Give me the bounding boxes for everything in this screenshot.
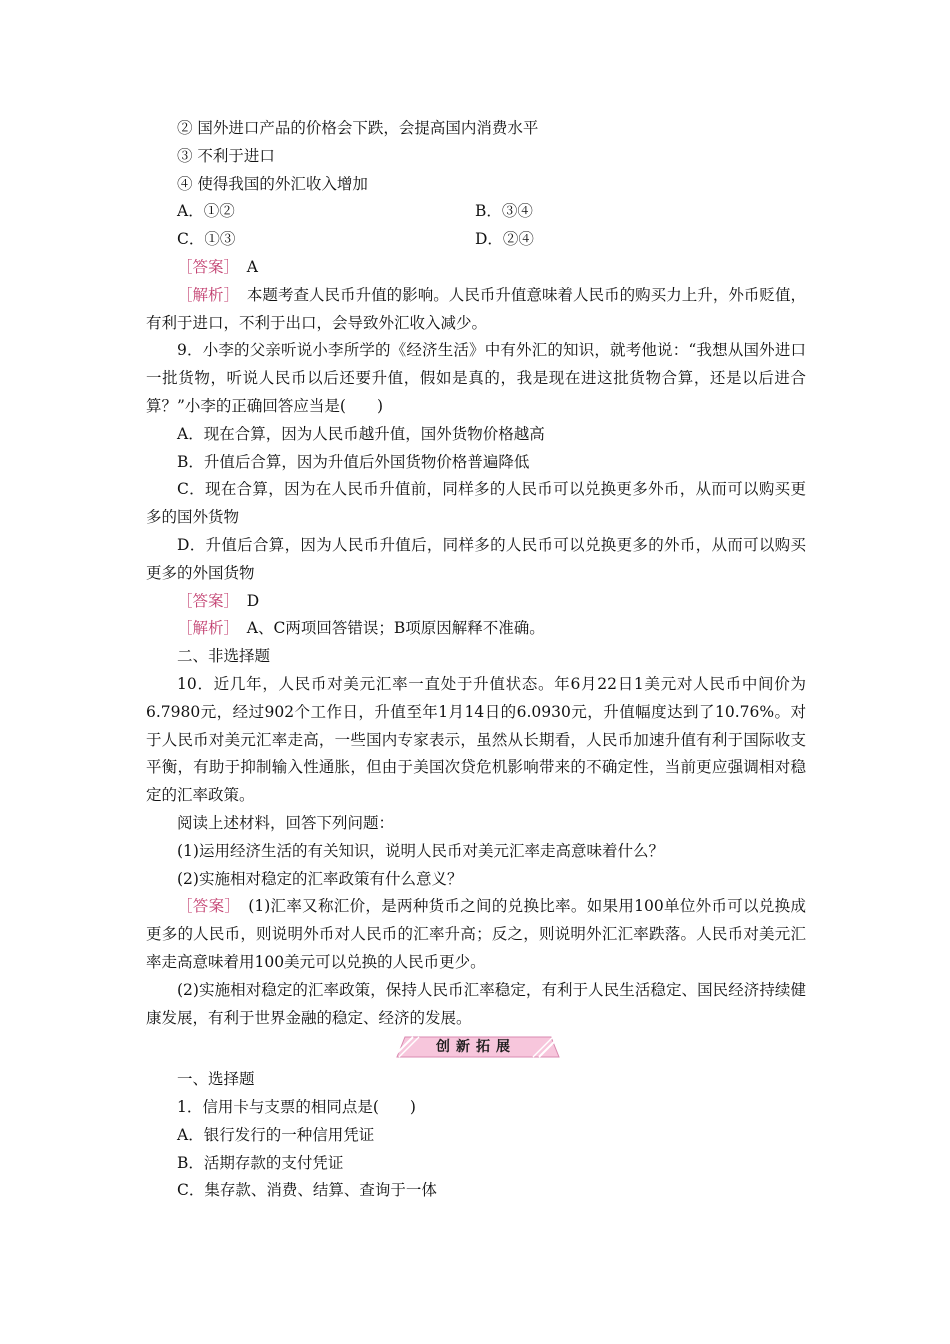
q8-option-c: C．①③	[177, 230, 236, 249]
answer-text: D	[231, 591, 260, 610]
q9-option-a: A．现在合算，因为人民币越升值，国外货物价格越高	[177, 424, 545, 443]
analysis-tag: ［解析］	[177, 285, 232, 304]
q9-option-c: C．现在合算，因为在人民币升值前，同样多的人民币可以兑换更多外币，从而可以购买更多的国外货物	[146, 480, 806, 527]
section-banner-wrap	[146, 1034, 806, 1064]
analysis-tag: ［解析］	[177, 619, 232, 638]
q10-read: 阅读上述材料，回答下列问题：	[177, 813, 395, 832]
q10-stem: 10．近几年，人民币对美元汇率一直处于升值状态。年6月22日1美元对人民币中间价为6.7980元，经过902个工作日，升值至年1月14日的6.0930元，升值幅度达到了10.76%。对于人民币对美元汇率走高，一些国内专家表示，虽然从长期看，人民币加速升值有利于国际收支平衡，有助于抑制输入性通胀，但由于美国次贷危机影响带来的不确定性，当前更应强调相对稳定的汇率政策。	[146, 674, 806, 805]
q8-options-row-2	[146, 226, 806, 254]
n1-option-c: C．集存款、消费、结算、查询于一体	[177, 1181, 437, 1200]
q9-analysis	[146, 615, 806, 643]
q10-sub-question-2: (2)实施相对稳定的汇率政策有什么意义？	[177, 869, 463, 888]
q10-answer-2: (2)实施相对稳定的汇率政策，保持人民币汇率稳定，有利于人民生活稳定、国民经济持续健康发展，有利于世界金融的稳定、经济的发展。	[146, 980, 806, 1027]
n1-option-a: A．银行发行的一种信用凭证	[177, 1125, 375, 1144]
option-line: ④ 使得我国的外汇收入增加	[177, 174, 368, 193]
answer-tag: ［答案］	[177, 591, 232, 610]
q8-option-a: A．①②	[177, 202, 235, 221]
q8-options-row-1	[146, 198, 806, 226]
banner-title: 创新拓展	[436, 1039, 516, 1056]
option-line: ③ 不利于进口	[177, 146, 275, 165]
option-line: ② 国外进口产品的价格会下跌，会提高国内消费水平	[177, 119, 539, 137]
answer-tag: ［答案］	[177, 897, 233, 916]
document-page	[146, 115, 806, 1205]
section-heading: 一、选择题	[177, 1070, 255, 1089]
q10-sub-question-1: (1)运用经济生活的有关知识，说明人民币对美元汇率走高意味着什么？	[177, 841, 664, 860]
q8-answer	[146, 254, 806, 282]
q9-option-b: B．升值后合算，因为升值后外国货物价格普遍降低	[177, 452, 530, 471]
section-heading: 二、非选择题	[177, 647, 271, 666]
analysis-text: A、C两项回答错误；B项原因解释不准确。	[231, 619, 545, 638]
q10-answer-1	[146, 893, 806, 976]
n1-option-b: B．活期存款的支付凭证	[177, 1153, 344, 1172]
q8-option-b: B．③④	[475, 202, 533, 221]
n1-stem: 1．信用卡与支票的相同点是( )	[177, 1098, 416, 1117]
section-banner	[391, 1034, 561, 1060]
answer-text: (1)汇率又称汇价，是两种货币之间的兑换比率。如果用100单位外币可以兑换成更多的人民币，则说明外币对人民币的汇率升高；反之，则说明外汇汇率跌落。人民币对美元汇率走高意味着用100美元可以兑换的人民币更少。	[146, 897, 806, 971]
answer-text: A	[231, 257, 258, 276]
answer-tag: ［答案］	[177, 257, 232, 276]
analysis-text: 本题考查人民币升值的影响。人民币升值意味着人民币的购买力上升，外币贬值，有利于进口，不利于出口，会导致外汇收入减少。	[146, 285, 806, 332]
q8-analysis	[146, 282, 806, 338]
q9-stem: 9．小李的父亲听说小李所学的《经济生活》中有外汇的知识，就考他说：“我想从国外进口一批货物，听说人民币以后还要升值，假如是真的，我是现在进这批货物合算，还是以后进合算？”小李的正确回答应当是( )	[146, 341, 806, 415]
q9-option-d: D．升值后合算，因为人民币升值后，同样多的人民币可以兑换更多的外币，从而可以购买更多的外国货物	[146, 535, 806, 582]
q9-answer	[146, 588, 806, 616]
q8-option-d: D．②④	[475, 230, 534, 249]
